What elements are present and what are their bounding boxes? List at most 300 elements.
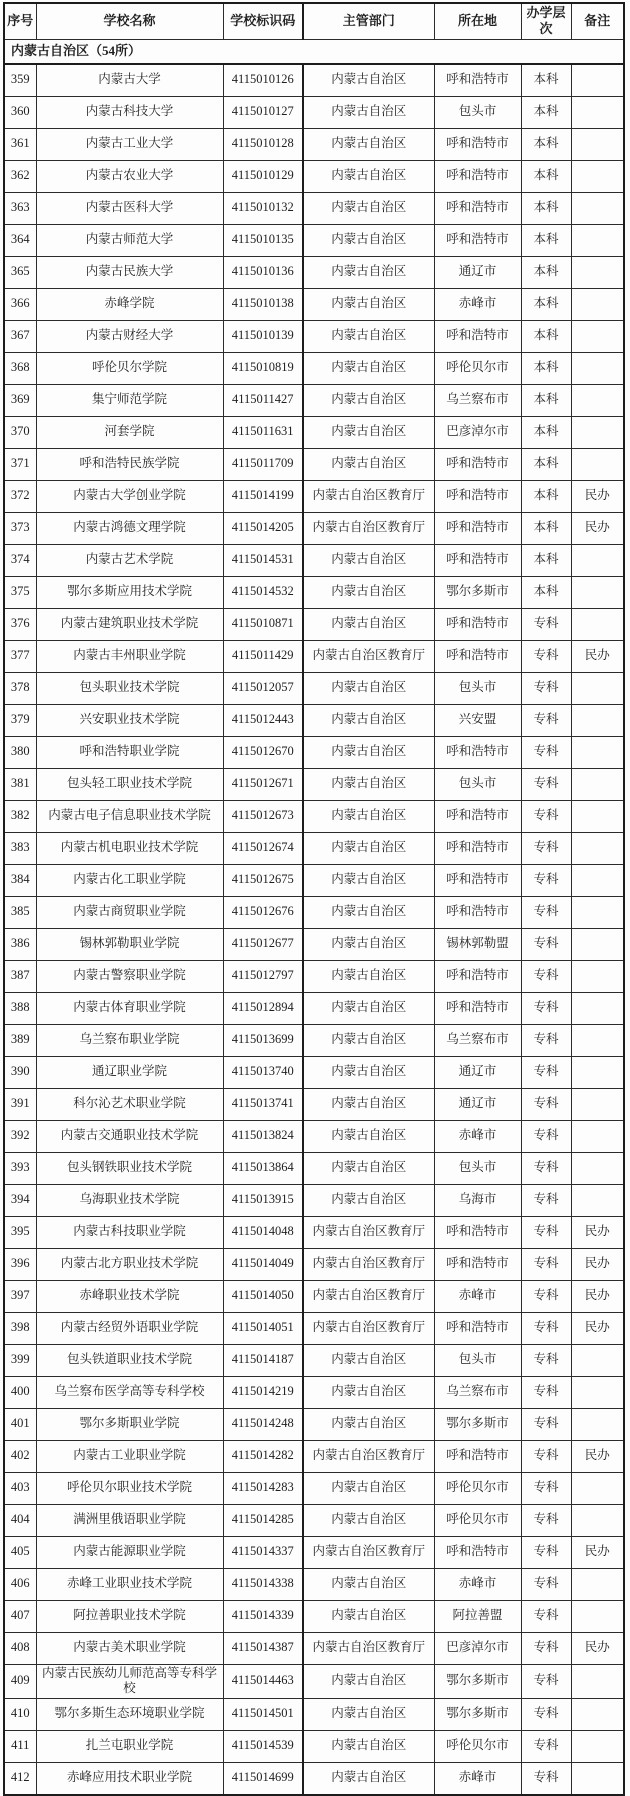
cell-code: 4115010129 xyxy=(223,160,303,192)
cell-level: 专科 xyxy=(521,1280,571,1312)
cell-name: 包头职业技术学院 xyxy=(36,672,223,704)
cell-code: 4115014339 xyxy=(223,1600,303,1632)
cell-index: 371 xyxy=(4,448,36,480)
table-row xyxy=(4,960,624,992)
cell-name: 内蒙古科技大学 xyxy=(36,96,223,128)
cell-index: 410 xyxy=(4,1698,36,1730)
cell-name: 内蒙古鸿德文理学院 xyxy=(36,512,223,544)
cell-code: 4115014501 xyxy=(223,1698,303,1730)
cell-code: 4115010871 xyxy=(223,608,303,640)
cell-note xyxy=(571,384,624,416)
cell-name: 乌兰察布职业学院 xyxy=(36,1024,223,1056)
cell-location: 赤峰市 xyxy=(434,1568,521,1600)
cell-index: 402 xyxy=(4,1440,36,1472)
cell-index: 383 xyxy=(4,832,36,864)
cell-note: 民办 xyxy=(571,640,624,672)
cell-code: 4115014283 xyxy=(223,1472,303,1504)
cell-location: 呼和浩特市 xyxy=(434,640,521,672)
table-row xyxy=(4,896,624,928)
cell-department: 内蒙古自治区 xyxy=(303,672,434,704)
cell-name: 锡林郭勒职业学院 xyxy=(36,928,223,960)
cell-name: 内蒙古民族幼儿师范高等专科学校 xyxy=(36,1664,223,1698)
cell-index: 369 xyxy=(4,384,36,416)
cell-department: 内蒙古自治区 xyxy=(303,1056,434,1088)
table-row xyxy=(4,64,624,97)
cell-index: 373 xyxy=(4,512,36,544)
cell-location: 通辽市 xyxy=(434,256,521,288)
cell-location: 呼和浩特市 xyxy=(434,192,521,224)
cell-level: 本科 xyxy=(521,224,571,256)
cell-department: 内蒙古自治区 xyxy=(303,1730,434,1762)
cell-note: 民办 xyxy=(571,1440,624,1472)
cell-level: 专科 xyxy=(521,1536,571,1568)
cell-index: 388 xyxy=(4,992,36,1024)
cell-name: 满洲里俄语职业学院 xyxy=(36,1504,223,1536)
cell-index: 403 xyxy=(4,1472,36,1504)
table-row xyxy=(4,1762,624,1795)
cell-code: 4115014205 xyxy=(223,512,303,544)
cell-location: 通辽市 xyxy=(434,1056,521,1088)
cell-department: 内蒙古自治区 xyxy=(303,608,434,640)
cell-location: 呼和浩特市 xyxy=(434,608,521,640)
cell-location: 包头市 xyxy=(434,768,521,800)
cell-department: 内蒙古自治区 xyxy=(303,128,434,160)
cell-level: 专科 xyxy=(521,896,571,928)
cell-note: 民办 xyxy=(571,1536,624,1568)
cell-level: 专科 xyxy=(521,1762,571,1795)
cell-department: 内蒙古自治区 xyxy=(303,576,434,608)
cell-name: 通辽职业学院 xyxy=(36,1056,223,1088)
cell-code: 4115012677 xyxy=(223,928,303,960)
cell-level: 专科 xyxy=(521,1152,571,1184)
cell-name: 包头铁道职业技术学院 xyxy=(36,1344,223,1376)
cell-location: 呼伦贝尔市 xyxy=(434,1472,521,1504)
cell-index: 360 xyxy=(4,96,36,128)
cell-note xyxy=(571,1408,624,1440)
cell-note xyxy=(571,704,624,736)
cell-department: 内蒙古自治区教育厅 xyxy=(303,1248,434,1280)
cell-level: 专科 xyxy=(521,1698,571,1730)
cell-department: 内蒙古自治区 xyxy=(303,1120,434,1152)
cell-department: 内蒙古自治区 xyxy=(303,160,434,192)
cell-note xyxy=(571,1504,624,1536)
cell-department: 内蒙古自治区 xyxy=(303,96,434,128)
cell-note xyxy=(571,1344,624,1376)
cell-department: 内蒙古自治区 xyxy=(303,224,434,256)
cell-department: 内蒙古自治区 xyxy=(303,384,434,416)
cell-location: 赤峰市 xyxy=(434,1762,521,1795)
cell-code: 4115013699 xyxy=(223,1024,303,1056)
cell-level: 专科 xyxy=(521,1504,571,1536)
cell-index: 392 xyxy=(4,1120,36,1152)
cell-code: 4115012797 xyxy=(223,960,303,992)
table-row xyxy=(4,1248,624,1280)
table-row xyxy=(4,1120,624,1152)
cell-level: 专科 xyxy=(521,672,571,704)
cell-note xyxy=(571,160,624,192)
cell-note xyxy=(571,1184,624,1216)
cell-department: 内蒙古自治区教育厅 xyxy=(303,1216,434,1248)
cell-location: 呼和浩特市 xyxy=(434,448,521,480)
cell-department: 内蒙古自治区 xyxy=(303,768,434,800)
cell-location: 乌兰察布市 xyxy=(434,1024,521,1056)
cell-location: 呼和浩特市 xyxy=(434,1312,521,1344)
cell-code: 4115010138 xyxy=(223,288,303,320)
cell-note xyxy=(571,992,624,1024)
table-row xyxy=(4,288,624,320)
cell-index: 382 xyxy=(4,800,36,832)
cell-note xyxy=(571,320,624,352)
cell-note xyxy=(571,1120,624,1152)
cell-department: 内蒙古自治区教育厅 xyxy=(303,512,434,544)
header-note: 备注 xyxy=(571,3,624,39)
cell-index: 397 xyxy=(4,1280,36,1312)
cell-note xyxy=(571,544,624,576)
cell-note xyxy=(571,224,624,256)
cell-level: 本科 xyxy=(521,320,571,352)
cell-name: 内蒙古财经大学 xyxy=(36,320,223,352)
cell-name: 扎兰屯职业学院 xyxy=(36,1730,223,1762)
cell-name: 赤峰学院 xyxy=(36,288,223,320)
cell-level: 专科 xyxy=(521,1088,571,1120)
cell-index: 386 xyxy=(4,928,36,960)
cell-department: 内蒙古自治区 xyxy=(303,1376,434,1408)
table-row xyxy=(4,672,624,704)
cell-department: 内蒙古自治区 xyxy=(303,896,434,928)
cell-code: 4115014337 xyxy=(223,1536,303,1568)
cell-department: 内蒙古自治区 xyxy=(303,1472,434,1504)
cell-department: 内蒙古自治区 xyxy=(303,928,434,960)
cell-location: 呼和浩特市 xyxy=(434,512,521,544)
cell-location: 呼和浩特市 xyxy=(434,544,521,576)
table-row xyxy=(4,576,624,608)
cell-code: 4115014049 xyxy=(223,1248,303,1280)
school-table-body xyxy=(4,64,624,1795)
cell-note xyxy=(571,608,624,640)
cell-index: 366 xyxy=(4,288,36,320)
table-row xyxy=(4,1664,624,1698)
cell-code: 4115010126 xyxy=(223,64,303,97)
cell-note xyxy=(571,1376,624,1408)
cell-code: 4115013864 xyxy=(223,1152,303,1184)
cell-level: 专科 xyxy=(521,1664,571,1698)
cell-department: 内蒙古自治区 xyxy=(303,1504,434,1536)
table-row xyxy=(4,1280,624,1312)
cell-note xyxy=(571,256,624,288)
cell-level: 本科 xyxy=(521,384,571,416)
cell-department: 内蒙古自治区 xyxy=(303,1698,434,1730)
school-list-table xyxy=(3,2,625,1796)
cell-level: 本科 xyxy=(521,192,571,224)
cell-note: 民办 xyxy=(571,1312,624,1344)
cell-name: 鄂尔多斯职业学院 xyxy=(36,1408,223,1440)
table-row xyxy=(4,640,624,672)
cell-department: 内蒙古自治区 xyxy=(303,800,434,832)
cell-code: 4115014463 xyxy=(223,1664,303,1698)
cell-department: 内蒙古自治区教育厅 xyxy=(303,480,434,512)
cell-index: 370 xyxy=(4,416,36,448)
cell-index: 404 xyxy=(4,1504,36,1536)
cell-location: 呼和浩特市 xyxy=(434,1440,521,1472)
cell-index: 381 xyxy=(4,768,36,800)
cell-index: 379 xyxy=(4,704,36,736)
cell-index: 396 xyxy=(4,1248,36,1280)
cell-code: 4115014219 xyxy=(223,1376,303,1408)
table-row xyxy=(4,1504,624,1536)
cell-name: 乌海职业技术学院 xyxy=(36,1184,223,1216)
cell-name: 呼伦贝尔职业技术学院 xyxy=(36,1472,223,1504)
cell-index: 361 xyxy=(4,128,36,160)
cell-note xyxy=(571,736,624,768)
cell-name: 内蒙古交通职业技术学院 xyxy=(36,1120,223,1152)
cell-location: 呼和浩特市 xyxy=(434,224,521,256)
cell-index: 362 xyxy=(4,160,36,192)
cell-code: 4115014387 xyxy=(223,1632,303,1664)
cell-location: 呼伦贝尔市 xyxy=(434,1504,521,1536)
cell-department: 内蒙古自治区 xyxy=(303,544,434,576)
table-row xyxy=(4,1152,624,1184)
cell-index: 411 xyxy=(4,1730,36,1762)
cell-level: 专科 xyxy=(521,1472,571,1504)
cell-index: 408 xyxy=(4,1632,36,1664)
cell-department: 内蒙古自治区教育厅 xyxy=(303,1536,434,1568)
table-row xyxy=(4,928,624,960)
table-row xyxy=(4,768,624,800)
cell-level: 本科 xyxy=(521,256,571,288)
header-department: 主管部门 xyxy=(303,3,434,39)
cell-name: 内蒙古工业大学 xyxy=(36,128,223,160)
cell-department: 内蒙古自治区教育厅 xyxy=(303,1312,434,1344)
table-row xyxy=(4,256,624,288)
cell-level: 专科 xyxy=(521,768,571,800)
table-row xyxy=(4,992,624,1024)
cell-code: 4115013741 xyxy=(223,1088,303,1120)
cell-code: 4115010819 xyxy=(223,352,303,384)
cell-note: 民办 xyxy=(571,1216,624,1248)
cell-location: 呼和浩特市 xyxy=(434,896,521,928)
cell-name: 内蒙古电子信息职业技术学院 xyxy=(36,800,223,832)
cell-name: 内蒙古工业职业学院 xyxy=(36,1440,223,1472)
cell-code: 4115014539 xyxy=(223,1730,303,1762)
cell-department: 内蒙古自治区 xyxy=(303,352,434,384)
cell-department: 内蒙古自治区 xyxy=(303,1344,434,1376)
cell-code: 4115011427 xyxy=(223,384,303,416)
cell-note xyxy=(571,576,624,608)
cell-level: 本科 xyxy=(521,512,571,544)
cell-level: 专科 xyxy=(521,1568,571,1600)
cell-code: 4115012443 xyxy=(223,704,303,736)
cell-level: 专科 xyxy=(521,832,571,864)
cell-name: 内蒙古艺术学院 xyxy=(36,544,223,576)
cell-note: 民办 xyxy=(571,1632,624,1664)
cell-code: 4115010127 xyxy=(223,96,303,128)
cell-name: 赤峰职业技术学院 xyxy=(36,1280,223,1312)
cell-location: 呼和浩特市 xyxy=(434,1248,521,1280)
cell-level: 本科 xyxy=(521,480,571,512)
cell-index: 376 xyxy=(4,608,36,640)
cell-name: 内蒙古丰州职业学院 xyxy=(36,640,223,672)
table-row xyxy=(4,1344,624,1376)
cell-department: 内蒙古自治区 xyxy=(303,192,434,224)
table-row xyxy=(4,320,624,352)
table-row xyxy=(4,1472,624,1504)
cell-name: 内蒙古农业大学 xyxy=(36,160,223,192)
cell-department: 内蒙古自治区教育厅 xyxy=(303,1440,434,1472)
cell-index: 401 xyxy=(4,1408,36,1440)
cell-code: 4115012670 xyxy=(223,736,303,768)
header-location: 所在地 xyxy=(434,3,521,39)
header-index: 序号 xyxy=(4,3,36,39)
cell-department: 内蒙古自治区 xyxy=(303,320,434,352)
cell-name: 河套学院 xyxy=(36,416,223,448)
table-row xyxy=(4,448,624,480)
cell-location: 呼伦贝尔市 xyxy=(434,352,521,384)
cell-note xyxy=(571,1762,624,1795)
cell-department: 内蒙古自治区 xyxy=(303,992,434,1024)
cell-index: 372 xyxy=(4,480,36,512)
cell-department: 内蒙古自治区 xyxy=(303,416,434,448)
table-row xyxy=(4,1600,624,1632)
cell-code: 4115010128 xyxy=(223,128,303,160)
cell-note xyxy=(571,864,624,896)
cell-code: 4115014282 xyxy=(223,1440,303,1472)
cell-note xyxy=(571,1472,624,1504)
cell-code: 4115012674 xyxy=(223,832,303,864)
cell-name: 阿拉善职业技术学院 xyxy=(36,1600,223,1632)
cell-note xyxy=(571,416,624,448)
region-section-row xyxy=(4,39,624,64)
cell-code: 4115014248 xyxy=(223,1408,303,1440)
cell-location: 呼和浩特市 xyxy=(434,128,521,160)
cell-index: 407 xyxy=(4,1600,36,1632)
cell-location: 兴安盟 xyxy=(434,704,521,736)
cell-index: 399 xyxy=(4,1344,36,1376)
cell-note xyxy=(571,928,624,960)
cell-note xyxy=(571,1600,624,1632)
cell-location: 鄂尔多斯市 xyxy=(434,1664,521,1698)
cell-level: 专科 xyxy=(521,1024,571,1056)
table-row xyxy=(4,1698,624,1730)
cell-code: 4115014199 xyxy=(223,480,303,512)
header-code: 学校标识码 xyxy=(223,3,303,39)
cell-code: 4115014048 xyxy=(223,1216,303,1248)
cell-name: 内蒙古大学创业学院 xyxy=(36,480,223,512)
cell-code: 4115012673 xyxy=(223,800,303,832)
cell-department: 内蒙古自治区 xyxy=(303,704,434,736)
cell-code: 4115010136 xyxy=(223,256,303,288)
header-level: 办学层次 xyxy=(521,3,571,39)
cell-note xyxy=(571,64,624,97)
cell-level: 本科 xyxy=(521,576,571,608)
cell-level: 本科 xyxy=(521,96,571,128)
table-row xyxy=(4,864,624,896)
cell-note xyxy=(571,192,624,224)
cell-code: 4115012675 xyxy=(223,864,303,896)
table-row xyxy=(4,512,624,544)
header-name: 学校名称 xyxy=(36,3,223,39)
cell-name: 内蒙古民族大学 xyxy=(36,256,223,288)
cell-code: 4115011631 xyxy=(223,416,303,448)
table-row xyxy=(4,1536,624,1568)
cell-department: 内蒙古自治区教育厅 xyxy=(303,1632,434,1664)
cell-level: 专科 xyxy=(521,704,571,736)
cell-location: 呼和浩特市 xyxy=(434,64,521,97)
cell-index: 375 xyxy=(4,576,36,608)
cell-index: 378 xyxy=(4,672,36,704)
cell-level: 本科 xyxy=(521,352,571,384)
cell-name: 呼和浩特民族学院 xyxy=(36,448,223,480)
cell-note: 民办 xyxy=(571,1280,624,1312)
cell-name: 内蒙古科技职业学院 xyxy=(36,1216,223,1248)
table-row xyxy=(4,1376,624,1408)
cell-level: 专科 xyxy=(521,1730,571,1762)
cell-level: 专科 xyxy=(521,864,571,896)
table-row xyxy=(4,480,624,512)
cell-level: 专科 xyxy=(521,992,571,1024)
cell-note xyxy=(571,352,624,384)
table-row xyxy=(4,1440,624,1472)
cell-location: 呼和浩特市 xyxy=(434,960,521,992)
cell-level: 专科 xyxy=(521,1216,571,1248)
cell-location: 呼和浩特市 xyxy=(434,480,521,512)
cell-location: 鄂尔多斯市 xyxy=(434,576,521,608)
table-row xyxy=(4,192,624,224)
cell-code: 4115010132 xyxy=(223,192,303,224)
cell-index: 374 xyxy=(4,544,36,576)
table-row xyxy=(4,704,624,736)
cell-location: 包头市 xyxy=(434,1152,521,1184)
cell-location: 呼和浩特市 xyxy=(434,1216,521,1248)
cell-index: 395 xyxy=(4,1216,36,1248)
table-header xyxy=(4,3,624,64)
cell-index: 394 xyxy=(4,1184,36,1216)
cell-name: 内蒙古经贸外语职业学院 xyxy=(36,1312,223,1344)
cell-note xyxy=(571,1024,624,1056)
page xyxy=(0,2,630,1795)
cell-level: 专科 xyxy=(521,800,571,832)
cell-name: 包头钢铁职业技术学院 xyxy=(36,1152,223,1184)
cell-level: 专科 xyxy=(521,1408,571,1440)
cell-index: 398 xyxy=(4,1312,36,1344)
cell-index: 367 xyxy=(4,320,36,352)
cell-name: 内蒙古体育职业学院 xyxy=(36,992,223,1024)
cell-department: 内蒙古自治区 xyxy=(303,288,434,320)
cell-index: 409 xyxy=(4,1664,36,1698)
cell-code: 4115014051 xyxy=(223,1312,303,1344)
cell-note xyxy=(571,1152,624,1184)
cell-location: 赤峰市 xyxy=(434,288,521,320)
cell-level: 专科 xyxy=(521,1344,571,1376)
cell-level: 专科 xyxy=(521,960,571,992)
cell-level: 专科 xyxy=(521,1376,571,1408)
cell-index: 368 xyxy=(4,352,36,384)
cell-level: 专科 xyxy=(521,1056,571,1088)
cell-note xyxy=(571,832,624,864)
cell-index: 385 xyxy=(4,896,36,928)
table-row xyxy=(4,128,624,160)
cell-note: 民办 xyxy=(571,512,624,544)
cell-department: 内蒙古自治区 xyxy=(303,1664,434,1698)
cell-code: 4115014285 xyxy=(223,1504,303,1536)
table-row xyxy=(4,608,624,640)
table-row xyxy=(4,736,624,768)
cell-level: 本科 xyxy=(521,288,571,320)
table-row xyxy=(4,352,624,384)
cell-department: 内蒙古自治区 xyxy=(303,64,434,97)
cell-name: 内蒙古警察职业学院 xyxy=(36,960,223,992)
cell-name: 内蒙古商贸职业学院 xyxy=(36,896,223,928)
cell-note xyxy=(571,96,624,128)
